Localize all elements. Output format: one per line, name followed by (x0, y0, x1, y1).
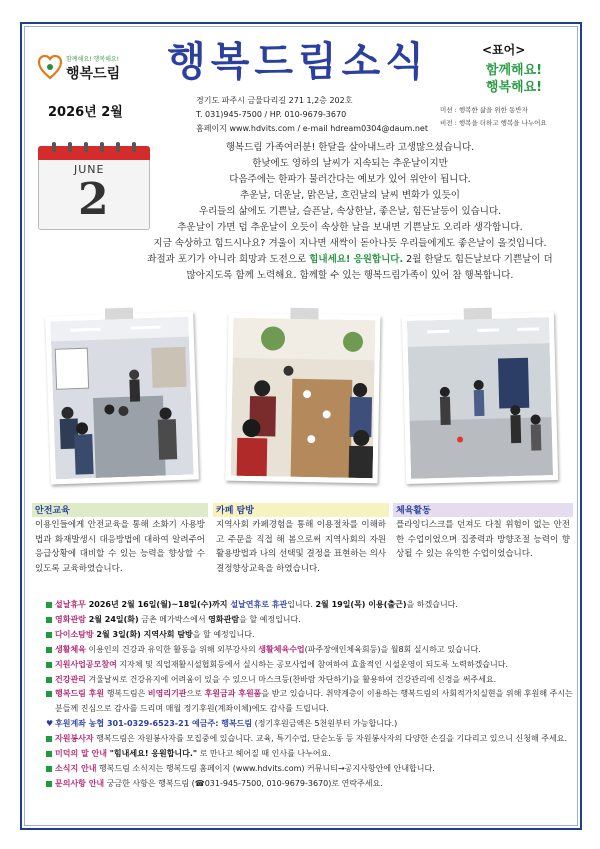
square-bullet-icon (46, 677, 52, 683)
logo-tagline: 함께해요! 행복해요! (66, 56, 120, 63)
activity-cafe (213, 503, 389, 596)
activity-text: 플라잉디스크를 던져도 다칠 위험이 없는 안전한 수업이었으며 집중력과 방향조절 능력이 향상될 수 있는 유익한 수업이었습니다. (396, 520, 570, 559)
mission-text: 미션 : 행복한 삶을 위한 동반자 (440, 106, 528, 114)
square-bullet-icon (46, 781, 52, 787)
intro-line-mixed: 좌절과 포기가 아니라 희망과 도전으로 힘내세요! 응원합니다. 2월 한달도 힘든날보다 기쁜날이 더 (147, 254, 553, 265)
heart-logo-icon (38, 54, 62, 80)
donation-account: ♥ 후원계좌 농협 301-0329-6523-21 예금주: 행복드림 (정기후원금액은 5천원부터 가능합니다.) (46, 717, 576, 732)
notice-item: 지원사업공모참여 지자체 및 직업재활시설협회등에서 실시하는 공모사업에 참여하여 효율적인 시설운영이 되도록 노력하겠습니다. (46, 658, 576, 673)
notice-item: 다이소탐방 2월 3일(화) 지역사회 탐방을 할 예정입니다. (46, 628, 576, 643)
notice-item: 소식지 안내 행복드림 소식지는 행복드림 홈페이지 (www.hdvits.com) 커뮤니티→공지사항안에 안내합니다. (46, 762, 576, 777)
square-bullet-icon (46, 617, 52, 623)
notice-item: 미덕의 말 안내 "힘내세요! 응원합니다." 로 만나고 헤어질 때 인사를 나누어요. (46, 747, 576, 762)
square-bullet-icon (46, 647, 52, 653)
photo-safety-education (45, 311, 199, 484)
heart-icon: ♥ (46, 719, 54, 729)
square-bullet-icon (46, 691, 52, 697)
intro-line: 추운날이 가면 덥 추운날이 오듯이 속상한 날을 보내면 기쁜날도 오리라 생각합니다. (177, 222, 523, 233)
intro-line: 행복드림 가족여러분! 한달을 살아내느라 고생많으셨습니다. (225, 142, 475, 153)
slogan (454, 62, 574, 96)
notice-item: 생활체육 이용인의 건강과 유익한 활동을 위해 외부강사의 생활체육수업(파주장애인체육회등)을 월8회 실시하고 있습니다. (46, 643, 576, 658)
notice-item: 건강관리 겨울날씨로 건강유지에 어려움이 있을 수 있으니 마스크등(찬바람 차단하기)을 활용하여 건강관리에 신경을 써주세요. (46, 673, 576, 688)
issue-date: 2026년 2월 (48, 105, 123, 120)
intro-line: 지금 속상하고 힘드시나요? 겨울이 지나면 새싹이 돋아나듯 우리들에게도 좋은날이 올것입니다. (153, 238, 547, 249)
activity-text: 이용인들에게 안전교육을 통해 소화기 사용방법과 화재발생시 대응방법에 대하여 알려주어 응급상황에 대비할 수 있는 능력을 향상할 수 있도록 교육하였습니다. (35, 520, 205, 574)
activity-title: 체육활동 (393, 503, 573, 517)
notice-item: 설날휴무 2026년 2월 16일(월)~18일(수)까지 설날연휴로 휴관입니다. 2월 19일(목) 이용(출근)을 하겠습니다. (46, 598, 576, 613)
calendar-month: JUNE (74, 163, 105, 176)
motto-label: <표어> (482, 43, 526, 57)
vision-text: 비전 : 행복을 더하고 행복을 나누어요 (440, 119, 547, 127)
square-bullet-icon (46, 602, 52, 608)
phone-line: T. 031)945-7500 / HP. 010-9679-3670 (196, 110, 347, 119)
square-bullet-icon (46, 632, 52, 638)
notice-list (46, 598, 576, 792)
notice-item: 문의사항 안내 궁금한 사항은 행복드림 (☎031-945-7500, 010-9679-3670)로 연락주세요. (46, 777, 576, 792)
activity-sports (393, 503, 573, 596)
intro-line: 한낮에도 영하의 날씨가 지속되는 추운날이지만 (252, 158, 448, 169)
activity-title: 안전교육 (32, 503, 208, 517)
notice-item: 영화관람 2월 24일(화) 금촌 메가박스에서 영화관람을 할 예정입니다. (46, 613, 576, 628)
square-bullet-icon (46, 766, 52, 772)
web-line: 홈페이지 www.hdvits.com / e-mail hdream0304@daum.net (196, 124, 428, 133)
notice-item: 행복드림 후원 행복드림은 비영리기관으로 후원금과 후원품을 받고 있습니다. 취약계층이 이용하는 행복드림의 사회적가치실현을 위해 후원해 주시는 분들께 진심으로 감사를 드리며 매월 정기후원(계좌이체)에도 감사를 드립니다. (46, 687, 576, 717)
intro-message (130, 140, 570, 284)
intro-line: 추운날, 더운날, 맑은날, 흐린날의 날씨 변화가 있듯이 (240, 190, 460, 201)
square-bullet-icon (46, 662, 52, 668)
intro-line: 다음주에는 한파가 물러간다는 예보가 있어 위안이 됩니다. (229, 174, 471, 185)
square-bullet-icon (46, 736, 52, 742)
cheer-phrase: 힘내세요! 응원합니다. (309, 254, 404, 265)
address-line: 경기도 파주시 금물다리길 271 1,2층 202호 (196, 96, 353, 105)
activity-title: 카페 탐방 (213, 503, 389, 517)
intro-line: 우리들의 삶에도 기쁜날, 슬픈날, 속상한날, 좋은날, 힘든날등이 있습니다. (198, 206, 502, 217)
activity-safety (32, 503, 208, 596)
square-bullet-icon (46, 751, 52, 757)
contact-info (196, 94, 428, 136)
photo-sports-activity (402, 312, 558, 484)
photo-cafe-visit (226, 313, 381, 484)
activity-text: 지역사회 카페경험을 통해 이용절차를 이해하고 주문을 직접 해 봄으로써 지역사회의 자원활용방법과 나의 선택및 결정을 표현하는 의사결정향상교육을 하였습니다. (216, 520, 386, 574)
logo (38, 52, 148, 86)
intro-line: 많아지도록 함께 노력해요. 함께할 수 있는 행복드림가족이 있어 참 행복합니다. (186, 270, 514, 281)
mission-vision (440, 104, 547, 130)
newsletter-title: 행복드림소식 (167, 39, 429, 85)
calendar-day: 2 (78, 174, 109, 225)
notice-item: 자원봉사자 행복드림은 자원봉사자를 모집중에 있습니다. 교육, 특기수업, 단순노동 등 자원봉사자의 다양한 손길을 기다리고 있으니 신청해 주세요. (46, 732, 576, 747)
logo-name: 행복드림 (66, 66, 121, 82)
slogan-line-2: 행복해요! (485, 80, 543, 95)
slogan-line-1: 함께해요! (485, 63, 543, 78)
